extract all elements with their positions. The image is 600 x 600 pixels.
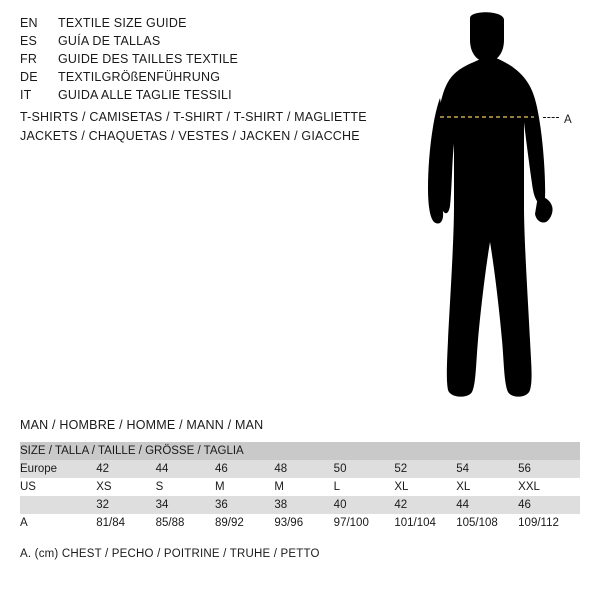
cell: 50 (334, 460, 395, 478)
callout-leader-line (543, 117, 559, 118)
language-row (20, 16, 380, 34)
cell: 54 (456, 460, 518, 478)
cell: 34 (156, 496, 215, 514)
cell: 56 (518, 460, 580, 478)
table-row (20, 496, 580, 514)
row-label (20, 496, 96, 514)
language-code: EN (20, 16, 38, 30)
cell: 52 (394, 460, 456, 478)
cell: 46 (215, 460, 274, 478)
figure-illustration (400, 10, 600, 410)
table-header-row (20, 442, 580, 460)
size-table (20, 442, 580, 532)
cell: 81/84 (96, 514, 155, 532)
language-code: DE (20, 70, 38, 84)
language-row (20, 70, 380, 88)
cell: 101/104 (394, 514, 456, 532)
cell: 32 (96, 496, 155, 514)
cell: 44 (456, 496, 518, 514)
category-tshirts: T-SHIRTS / CAMISETAS / T-SHIRT / T-SHIRT / MAGLIETTE (20, 110, 367, 124)
language-list (20, 16, 380, 106)
footnote: A. (cm) CHEST / PECHO / POITRINE / TRUHE / PETTO (20, 548, 320, 560)
callout-a (543, 114, 572, 126)
cell: 40 (334, 496, 395, 514)
table-row (20, 460, 580, 478)
language-code: FR (20, 52, 38, 66)
table-header-label: SIZE / TALLA / TAILLE / GRÖSSE / TAGLIA (20, 442, 580, 460)
cell: 97/100 (334, 514, 395, 532)
cell: 42 (96, 460, 155, 478)
cell: 105/108 (456, 514, 518, 532)
callout-label: A (564, 114, 572, 126)
category-jackets: JACKETS / CHAQUETAS / VESTES / JACKEN / GIACCHE (20, 129, 360, 143)
table-row (20, 514, 580, 532)
cell: 36 (215, 496, 274, 514)
language-title: TEXTILGRÖßENFÜHRUNG (58, 70, 221, 84)
language-title: GUIDA ALLE TAGLIE TESSILI (58, 88, 232, 102)
row-label: Europe (20, 460, 96, 478)
cell: 93/96 (274, 514, 333, 532)
language-row (20, 52, 380, 70)
language-code: ES (20, 34, 38, 48)
table-title: MAN / HOMBRE / HOMME / MANN / MAN (20, 418, 264, 432)
language-code: IT (20, 88, 32, 102)
cell: 38 (274, 496, 333, 514)
cell: 85/88 (156, 514, 215, 532)
cell: 109/112 (518, 514, 580, 532)
cell: XS (96, 478, 155, 496)
cell: 44 (156, 460, 215, 478)
cell: XXL (518, 478, 580, 496)
cell: L (334, 478, 395, 496)
language-title: GUÍA DE TALLAS (58, 34, 161, 48)
cell: 89/92 (215, 514, 274, 532)
male-silhouette-icon (400, 10, 600, 410)
cell: XL (394, 478, 456, 496)
category-list (20, 110, 440, 148)
language-row (20, 34, 380, 52)
cell: XL (456, 478, 518, 496)
cell: 42 (394, 496, 456, 514)
cell: S (156, 478, 215, 496)
cell: M (274, 478, 333, 496)
cell: M (215, 478, 274, 496)
row-label: US (20, 478, 96, 496)
language-title: TEXTILE SIZE GUIDE (58, 16, 187, 30)
table-row (20, 478, 580, 496)
row-label: A (20, 514, 96, 532)
cell: 46 (518, 496, 580, 514)
language-title: GUIDE DES TAILLES TEXTILE (58, 52, 239, 66)
language-row (20, 88, 380, 106)
cell: 48 (274, 460, 333, 478)
